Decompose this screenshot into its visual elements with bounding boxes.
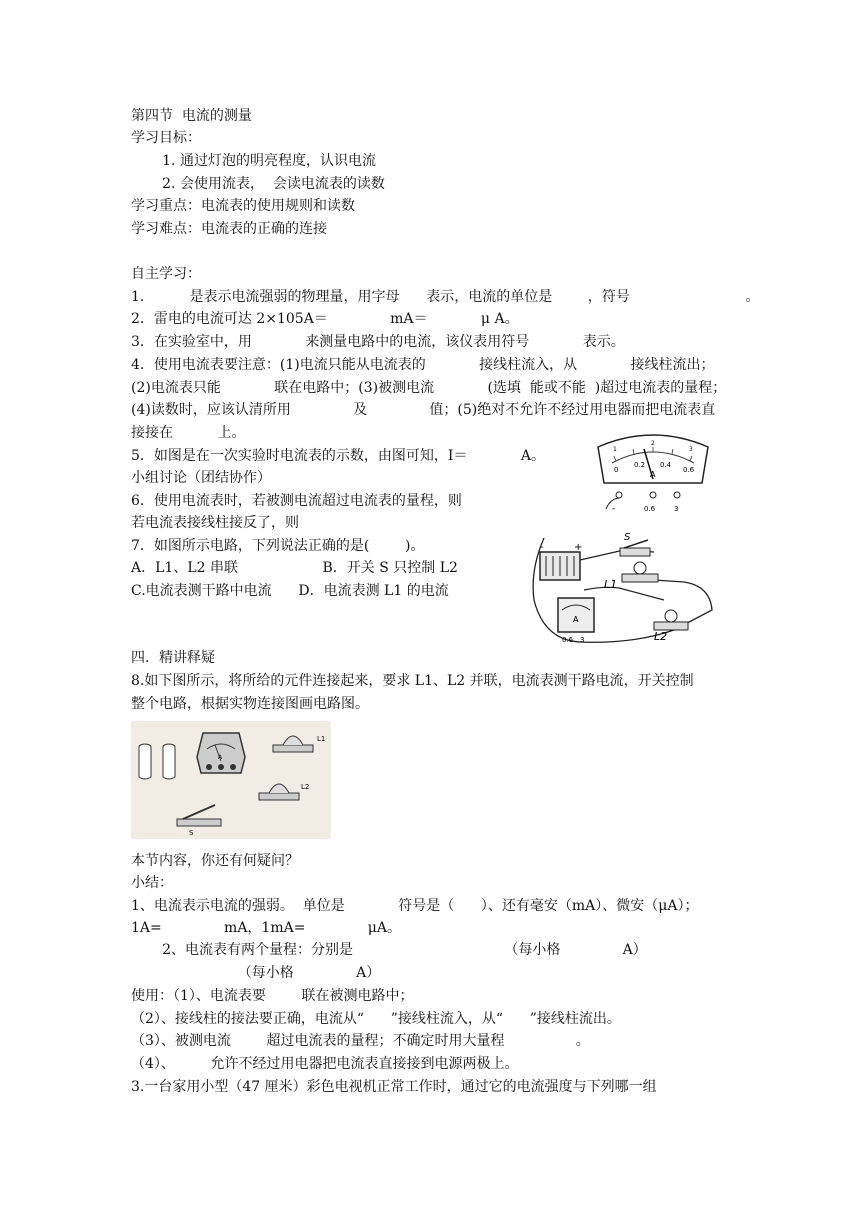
explanation-heading: 四．精讲释疑 — [131, 650, 215, 666]
meter-scale-label: 0 — [614, 466, 619, 474]
summary-1: 1、电流表示电流的强弱。 单位是 符号是（ ）、还有毫安（mA）、微安（μA）； — [131, 898, 699, 914]
lamp-l2-label: L2 — [654, 630, 668, 643]
components-l2-label: L2 — [301, 783, 310, 791]
circuit-ammeter-label: A — [573, 615, 579, 624]
usage-1: 使用：（1）、电流表要 联在被测电路中； — [131, 988, 414, 1004]
circuit-terminal-label: 0.6 — [562, 636, 574, 644]
ammeter-figure — [594, 425, 712, 515]
objectives-heading: 学习目标： — [131, 130, 201, 146]
components-l1-label: L1 — [317, 735, 326, 743]
terminal-label: - — [612, 504, 616, 514]
self-study-heading: 自主学习： — [131, 266, 201, 282]
difficult-point: 学习难点：电流表的正确的连接 — [131, 221, 327, 237]
components-switch-label: S — [189, 829, 194, 837]
meter-unit: A — [650, 470, 656, 479]
terminal-label: 0.6 — [644, 505, 656, 513]
battery-minus: - — [540, 542, 544, 553]
meter-scale-label: 0.2 — [634, 461, 646, 469]
components-ammeter-label: A — [218, 754, 223, 761]
question-4-line2: (2)电流表只能 联在电路中；(3)被测电流 (选填 能或不能 )超过电流表的量程； — [131, 380, 727, 396]
terminal-label: 3 — [674, 505, 679, 513]
questions-prompt: 本节内容，你还有何疑问？ — [131, 853, 299, 869]
option-a-b: A．L1、L2 串联 B．开关 S 只控制 L2 — [131, 560, 458, 576]
question-8-line1: 8.如下图所示，将所给的元件连接起来，要求 L1、L2 并联，电流表测干路电流，开关控制 — [131, 673, 694, 689]
usage-4: （4）、 允许不经过用电器把电流表直接接到电源两极上。 — [131, 1056, 519, 1072]
battery-plus: + — [574, 542, 583, 553]
circuit-terminal-label: 3 — [580, 636, 585, 644]
question-3: 3．在实验室中，用 来测量电路中的电流，该仪表用符号 表示。 — [131, 334, 625, 350]
question-5: 5．如图是在一次实验时电流表的示数，由图可知，I＝ A。 — [131, 448, 545, 464]
question-6-line2: 若电流表接线柱接反了，则 — [131, 515, 299, 531]
objective-2: 2. 会使用流表， 会读电流表的读数 — [131, 176, 385, 192]
question-1: 1． 是表示电流强弱的物理量，用字母 表示，电流的单位是 ，符号 。 — [131, 289, 760, 305]
meter-inner-label: 1 — [613, 446, 617, 453]
question-4-line4: 接接在 上。 — [131, 425, 246, 441]
question-3-tv: 3.一台家用小型（47 厘米）彩色电视机正常工作时，通过它的电流强度与下列哪一组 — [131, 1079, 657, 1095]
summary-heading: 小结： — [131, 875, 173, 891]
switch-label: S — [624, 532, 631, 543]
group-discussion: 小组讨论（团结协作） — [131, 470, 271, 486]
question-4-line1: 4．使用电流表要注意：(1)电流只能从电流表的 接线柱流入，从 接线柱流出； — [131, 357, 715, 373]
question-2: 2．雷电的电流可达 2×105A＝ mA＝ μ A。 — [131, 311, 519, 327]
question-6-line1: 6．使用电流表时，若被测电流超过电流表的量程，则 — [131, 493, 462, 509]
meter-inner-label: 2 — [651, 440, 655, 447]
option-c-d: C.电流表测干路中电流 D．电流表测 L1 的电流 — [131, 583, 449, 599]
key-point: 学习重点：电流表的使用规则和读数 — [131, 198, 355, 214]
meter-scale-label: 0.4 — [660, 461, 672, 469]
summary-1-units: 1A= mA，1mA= μA。 — [131, 920, 401, 936]
question-4-line3: (4)读数时，应该认清所用 及 值；(5)绝对不允许不经过用电器而把电流表直 — [131, 402, 716, 418]
meter-scale-label: 0.6 — [683, 466, 695, 474]
summary-2: 2、电流表有两个量程：分别是 （每小格 A） — [131, 942, 647, 958]
lamp-l1-label: L1 — [604, 578, 618, 591]
question-7: 7．如图所示电路，下列说法正确的是( )。 — [131, 538, 425, 554]
summary-2-cont: （每小格 A） — [131, 965, 381, 981]
usage-2: （2）、接线柱的接法要正确，电流从“ ”接线柱流入，从“ ”接线柱流出。 — [131, 1011, 621, 1027]
circuit-figure — [524, 530, 714, 646]
question-8-line2: 整个电路，根据实物连接图画电路图。 — [131, 696, 369, 712]
components-figure — [131, 721, 331, 839]
objective-1: 1. 通过灯泡的明亮程度，认识电流 — [131, 153, 376, 169]
section-title: 第四节 电流的测量 — [131, 108, 252, 124]
meter-inner-label: 3 — [689, 446, 693, 453]
usage-3: （3）、被测电流 超过电流表的量程；不确定时用大量程 。 — [131, 1033, 590, 1049]
